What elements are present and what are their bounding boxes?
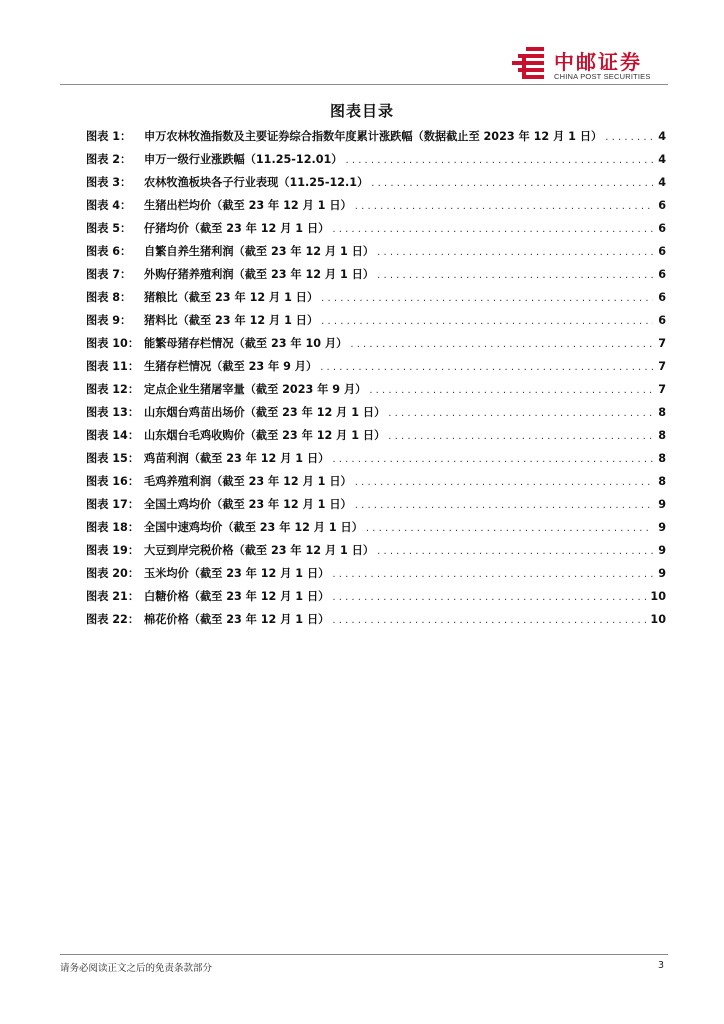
toc-entry[interactable] bbox=[86, 268, 666, 291]
toc-entry[interactable] bbox=[86, 406, 666, 429]
toc-entry[interactable] bbox=[86, 544, 666, 567]
toc-entry[interactable] bbox=[86, 199, 666, 222]
toc-entry-title: 全国中速鸡均价（截至 23 年 12 月 1 日） bbox=[144, 521, 363, 534]
toc-entry-page: 9 bbox=[658, 567, 666, 580]
toc-title: 图表目录 bbox=[329, 102, 394, 120]
toc-entry-label: 图表 4： bbox=[86, 199, 132, 212]
toc-entry-label: 图表 7： bbox=[86, 268, 132, 281]
toc-entry-page: 6 bbox=[658, 222, 666, 235]
toc-entry-title: 全国土鸡均价（截至 23 年 12 月 1 日） bbox=[144, 498, 352, 511]
toc-leader-dots bbox=[332, 453, 653, 467]
toc-entry[interactable] bbox=[86, 130, 666, 153]
footer-divider bbox=[60, 954, 668, 955]
toc-entry-title: 山东烟台毛鸡收购价（截至 23 年 12 月 1 日） bbox=[144, 429, 386, 442]
toc-leader-dots bbox=[355, 499, 653, 513]
china-post-logo-icon bbox=[508, 44, 548, 84]
toc-entry-page: 7 bbox=[658, 383, 666, 396]
toc-leader-dots bbox=[321, 315, 653, 329]
toc-entry[interactable] bbox=[86, 176, 666, 199]
toc-entry-label: 图表 15： bbox=[86, 452, 140, 465]
toc-entry-page: 7 bbox=[658, 337, 666, 350]
toc-entry-title: 仔猪均价（截至 23 年 12 月 1 日） bbox=[144, 222, 330, 235]
toc-entry-title: 棉花价格（截至 23 年 12 月 1 日） bbox=[144, 613, 330, 626]
toc-leader-dots bbox=[371, 177, 653, 191]
company-logo bbox=[508, 44, 668, 84]
toc-entry[interactable] bbox=[86, 521, 666, 544]
toc-leader-dots bbox=[332, 591, 647, 605]
toc-entry-page: 8 bbox=[658, 475, 666, 488]
toc-leader-dots bbox=[377, 246, 653, 260]
toc-entry[interactable] bbox=[86, 567, 666, 590]
toc-entry-page: 7 bbox=[658, 360, 666, 373]
toc-entry-page: 9 bbox=[658, 521, 666, 534]
toc-entry-page: 8 bbox=[658, 406, 666, 419]
toc-leader-dots bbox=[366, 522, 653, 536]
toc-entry-label: 图表 18： bbox=[86, 521, 140, 534]
toc-entry-title: 外购仔猪养殖利润（截至 23 年 12 月 1 日） bbox=[144, 268, 375, 281]
toc-entry[interactable] bbox=[86, 245, 666, 268]
toc-entry-label: 图表 1： bbox=[86, 130, 132, 143]
toc-entry-page: 4 bbox=[658, 153, 666, 166]
toc-entry-page: 10 bbox=[650, 590, 666, 603]
toc-entry-label: 图表 12： bbox=[86, 383, 140, 396]
toc-entry-page: 4 bbox=[658, 130, 666, 143]
toc-entry-title: 自繁自养生猪利润（截至 23 年 12 月 1 日） bbox=[144, 245, 375, 258]
toc-entry-label: 图表 22： bbox=[86, 613, 140, 626]
toc-entry-title: 毛鸡养殖利润（截至 23 年 12 月 1 日） bbox=[144, 475, 352, 488]
toc-entry[interactable] bbox=[86, 360, 666, 383]
toc-entry[interactable] bbox=[86, 383, 666, 406]
table-of-figures bbox=[86, 130, 666, 636]
toc-entry[interactable] bbox=[86, 590, 666, 613]
page-number: 3 bbox=[657, 960, 664, 971]
toc-entry-title: 农林牧渔板块各子行业表现（11.25-12.1） bbox=[144, 176, 369, 189]
toc-entry-page: 8 bbox=[658, 429, 666, 442]
toc-leader-dots bbox=[332, 614, 647, 628]
toc-entry[interactable] bbox=[86, 452, 666, 475]
toc-entry-label: 图表 6： bbox=[86, 245, 132, 258]
toc-entry-label: 图表 20： bbox=[86, 567, 140, 580]
toc-entry[interactable] bbox=[86, 337, 666, 360]
toc-leader-dots bbox=[377, 269, 653, 283]
toc-entry[interactable] bbox=[86, 222, 666, 245]
toc-leader-dots bbox=[332, 568, 653, 582]
toc-leader-dots bbox=[321, 292, 653, 306]
toc-entry-page: 4 bbox=[658, 176, 666, 189]
header-divider bbox=[60, 84, 668, 85]
toc-leader-dots bbox=[355, 476, 653, 490]
toc-entry-label: 图表 3： bbox=[86, 176, 132, 189]
toc-entry-title: 生猪存栏情况（截至 23 年 9 月） bbox=[144, 360, 318, 373]
toc-entry-page: 9 bbox=[658, 498, 666, 511]
toc-entry-label: 图表 19： bbox=[86, 544, 140, 557]
toc-leader-dots bbox=[388, 430, 653, 444]
toc-entry-page: 6 bbox=[658, 291, 666, 304]
toc-entry-label: 图表 2： bbox=[86, 153, 132, 166]
toc-leader-dots bbox=[377, 545, 653, 559]
toc-entry-page: 8 bbox=[658, 452, 666, 465]
toc-entry[interactable] bbox=[86, 429, 666, 452]
toc-entry[interactable] bbox=[86, 314, 666, 337]
toc-entry-page: 9 bbox=[658, 544, 666, 557]
toc-entry-label: 图表 11： bbox=[86, 360, 140, 373]
toc-leader-dots bbox=[605, 131, 653, 145]
toc-entry-page: 6 bbox=[658, 199, 666, 212]
toc-leader-dots bbox=[345, 154, 653, 168]
toc-entry-title: 能繁母猪存栏情况（截至 23 年 10 月） bbox=[144, 337, 348, 350]
toc-entry-label: 图表 10： bbox=[86, 337, 140, 350]
toc-entry-title: 猪粮比（截至 23 年 12 月 1 日） bbox=[144, 291, 319, 304]
toc-entry[interactable] bbox=[86, 613, 666, 636]
logo-chinese-name: 中邮证券 bbox=[554, 50, 642, 74]
toc-leader-dots bbox=[388, 407, 653, 421]
page-header bbox=[60, 38, 668, 86]
toc-entry-page: 6 bbox=[658, 268, 666, 281]
toc-entry-title: 申万一级行业涨跌幅（11.25-12.01） bbox=[144, 153, 343, 166]
toc-entry-label: 图表 17： bbox=[86, 498, 140, 511]
logo-english-name: CHINA POST SECURITIES bbox=[554, 72, 651, 81]
toc-entry-label: 图表 13： bbox=[86, 406, 140, 419]
toc-entry[interactable] bbox=[86, 153, 666, 176]
toc-entry-title: 鸡苗利润（截至 23 年 12 月 1 日） bbox=[144, 452, 330, 465]
toc-leader-dots bbox=[332, 223, 653, 237]
toc-entry-page: 6 bbox=[658, 245, 666, 258]
toc-entry[interactable] bbox=[86, 291, 666, 314]
toc-entry-page: 6 bbox=[658, 314, 666, 327]
toc-entry[interactable] bbox=[86, 498, 666, 521]
toc-entry-label: 图表 8： bbox=[86, 291, 132, 304]
toc-entry-label: 图表 14： bbox=[86, 429, 140, 442]
toc-leader-dots bbox=[350, 338, 653, 352]
toc-entry-title: 生猪出栏均价（截至 23 年 12 月 1 日） bbox=[144, 199, 352, 212]
footer-disclaimer: 请务必阅读正文之后的免责条款部分 bbox=[60, 963, 213, 974]
toc-entry-title: 山东烟台鸡苗出场价（截至 23 年 12 月 1 日） bbox=[144, 406, 386, 419]
toc-entry-label: 图表 21： bbox=[86, 590, 140, 603]
toc-entry-title: 玉米均价（截至 23 年 12 月 1 日） bbox=[144, 567, 330, 580]
toc-entry-label: 图表 9： bbox=[86, 314, 132, 327]
toc-entry-title: 猪料比（截至 23 年 12 月 1 日） bbox=[144, 314, 319, 327]
toc-entry-title: 白糖价格（截至 23 年 12 月 1 日） bbox=[144, 590, 330, 603]
toc-entry-page: 10 bbox=[650, 613, 666, 626]
toc-entry-title: 大豆到岸完税价格（截至 23 年 12 月 1 日） bbox=[144, 544, 375, 557]
toc-entry-title: 申万农林牧渔指数及主要证券综合指数年度累计涨跌幅（数据截止至 2023 年 12 月 1 日） bbox=[144, 130, 603, 143]
toc-entry-title: 定点企业生猪屠宰量（截至 2023 年 9 月） bbox=[144, 383, 367, 396]
toc-leader-dots bbox=[355, 200, 653, 214]
toc-leader-dots bbox=[369, 384, 653, 398]
toc-entry-label: 图表 16： bbox=[86, 475, 140, 488]
toc-leader-dots bbox=[320, 361, 653, 375]
toc-entry[interactable] bbox=[86, 475, 666, 498]
toc-entry-label: 图表 5： bbox=[86, 222, 132, 235]
